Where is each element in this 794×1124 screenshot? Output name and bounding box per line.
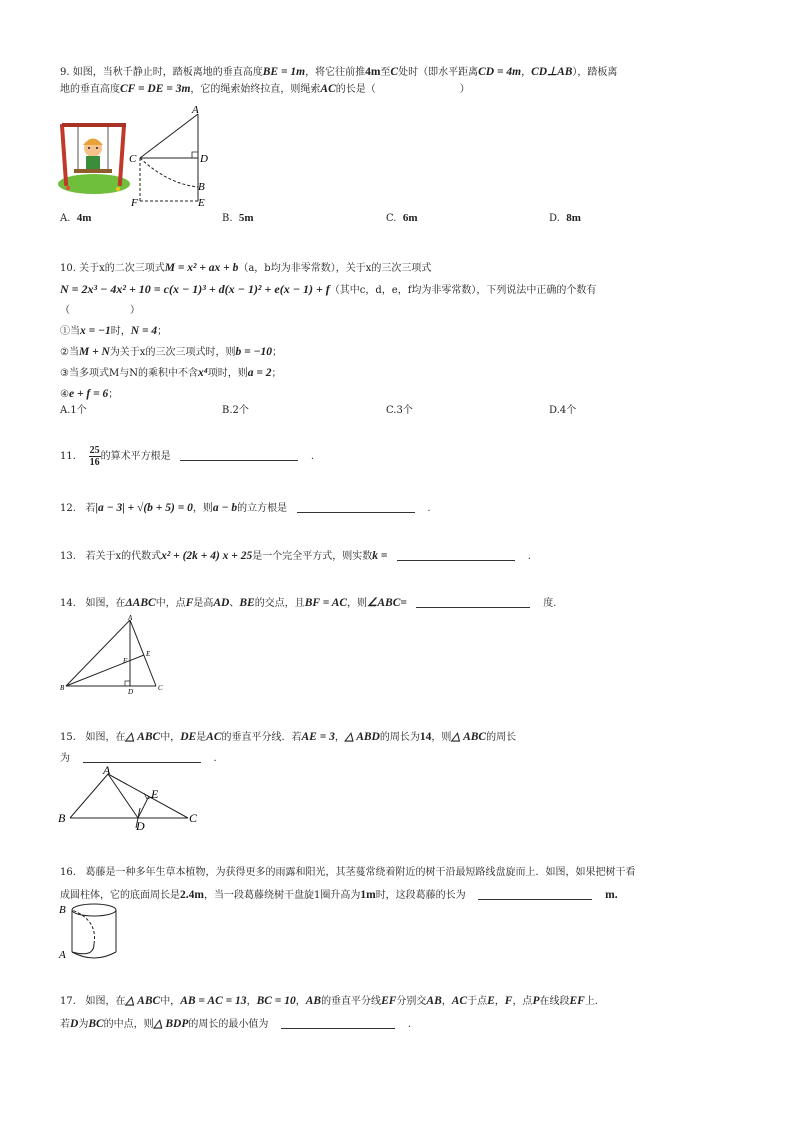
q9-geometry-figure xyxy=(128,104,218,208)
label-B: B xyxy=(59,904,66,916)
label-F: F xyxy=(131,197,138,208)
label-C: C xyxy=(129,153,137,165)
q10-option-d[interactable]: D.4个 xyxy=(549,405,577,416)
question-number: 15. xyxy=(60,732,76,743)
label-D: D xyxy=(128,688,134,696)
q9-option-c[interactable]: C. 6m xyxy=(386,212,418,224)
question-12: 12. 若|a − 3| + √(b + 5) = 0，则a − b的立方根是 . xyxy=(60,502,431,514)
label-C: C xyxy=(189,811,198,825)
label-A: A xyxy=(128,614,133,622)
answer-blank[interactable] xyxy=(416,596,530,608)
cylinder-figure xyxy=(58,900,122,964)
fraction: $\frac{25}{16}$ xyxy=(89,445,100,468)
question-16: 16. 葛藤是一种多年生草本植物，为获得更多的雨露和阳光，其茎蔓常绕着附近的树干沿最短路线盘旋而上．如图，如果把树干看 成圆柱体，它的底面周长是2.4m，当一段葛藤绕树干盘旋1圈升高为1m时，这段葛藤的长为 m. xyxy=(60,867,636,901)
question-14: 14. 如图，在ΔABC中，点F是高AD、BE的交点，且BF = AC，则∠ABC= 度. xyxy=(60,597,557,609)
q15-triangle-figure xyxy=(56,762,206,834)
q10-option-a[interactable]: A.1个 xyxy=(60,405,87,416)
question-9: 9. 如图，当秋千静止时，踏板离地的垂直高度BE = 1m，将它往前推4m至C处时（即水平距离CD = 4m，CD⊥AB），踏板离 地的垂直高度CF = DE = 3m，它的绳索始终拉直，则绳索AC的长是（ ） xyxy=(60,66,618,95)
question-15: 15. 如图，在△ ABC中，DE是AC的垂直平分线．若AE = 3，△ ABD的周长为14，则△ ABC的周长 为 . xyxy=(60,731,517,764)
q9-option-d[interactable]: D. 8m xyxy=(549,212,581,224)
label-E: E xyxy=(146,650,151,658)
question-17: 17. 如图，在△ ABC中，AB = AC = 13，BC = 10，AB的垂直平分线EF分别交AB，AC于点E，F，点P在线段EF上. 若D为BC的中点，则△ BDP的周长的最小值为 . xyxy=(60,995,598,1030)
q10-option-b[interactable]: B.2个 xyxy=(222,405,249,416)
q9-option-b[interactable]: B. 5m xyxy=(222,212,254,224)
label-F: F xyxy=(123,657,128,665)
label-D: D xyxy=(200,153,208,165)
question-number: 16. xyxy=(60,867,76,878)
question-number: 10. xyxy=(60,263,76,274)
question-10: 10. 关于x的二次三项式M = x² + ax + b（a，b均为非零常数），关于x的三次三项式 N = 2x³ − 4x² + 10 = c(x − 1)³ + d(x − 1)² + e(x − 1) + f（其中c，d，e，f均为非零常数），下列说法中正确的个数有 （ ） ①当x = −1时，N = 4； ②当M + N为关于x的三次三项式时，则b = −10； ③当多项式M与N的乘积中不含x⁴项时，则a = 2； ④e + f = 6； xyxy=(60,262,597,400)
label-C: C xyxy=(158,684,163,692)
question-number: 11. xyxy=(60,451,76,462)
label-A: A xyxy=(103,763,111,777)
label-B: B xyxy=(60,684,65,692)
question-number: 12. xyxy=(60,503,76,514)
question-number: 14. xyxy=(60,598,76,609)
q10-option-c[interactable]: C.3个 xyxy=(386,405,413,416)
answer-blank[interactable] xyxy=(297,501,415,513)
q14-triangle-figure xyxy=(58,614,168,696)
label-D: D xyxy=(136,819,145,833)
answer-blank[interactable] xyxy=(281,1017,395,1029)
label-A: A xyxy=(192,104,199,116)
swing-picture xyxy=(58,118,130,194)
question-number: 17. xyxy=(60,996,76,1007)
question-11: 11. $\frac{25}{16}$ 的算术平方根是 . xyxy=(60,445,315,468)
question-13: 13. 若关于x的代数式x² + (2k + 4) x + 25是一个完全平方式，则实数k = . xyxy=(60,550,531,562)
question-number: 13. xyxy=(60,551,76,562)
answer-blank[interactable] xyxy=(180,449,298,461)
answer-blank[interactable] xyxy=(397,549,515,561)
answer-blank[interactable] xyxy=(478,888,592,900)
label-A: A xyxy=(59,949,66,961)
label-E: E xyxy=(151,787,159,801)
label-E: E xyxy=(198,197,205,208)
label-B: B xyxy=(58,811,66,825)
question-number: 9. xyxy=(60,67,70,78)
q9-option-a[interactable]: A. 4m xyxy=(60,212,92,224)
label-B: B xyxy=(198,181,205,193)
